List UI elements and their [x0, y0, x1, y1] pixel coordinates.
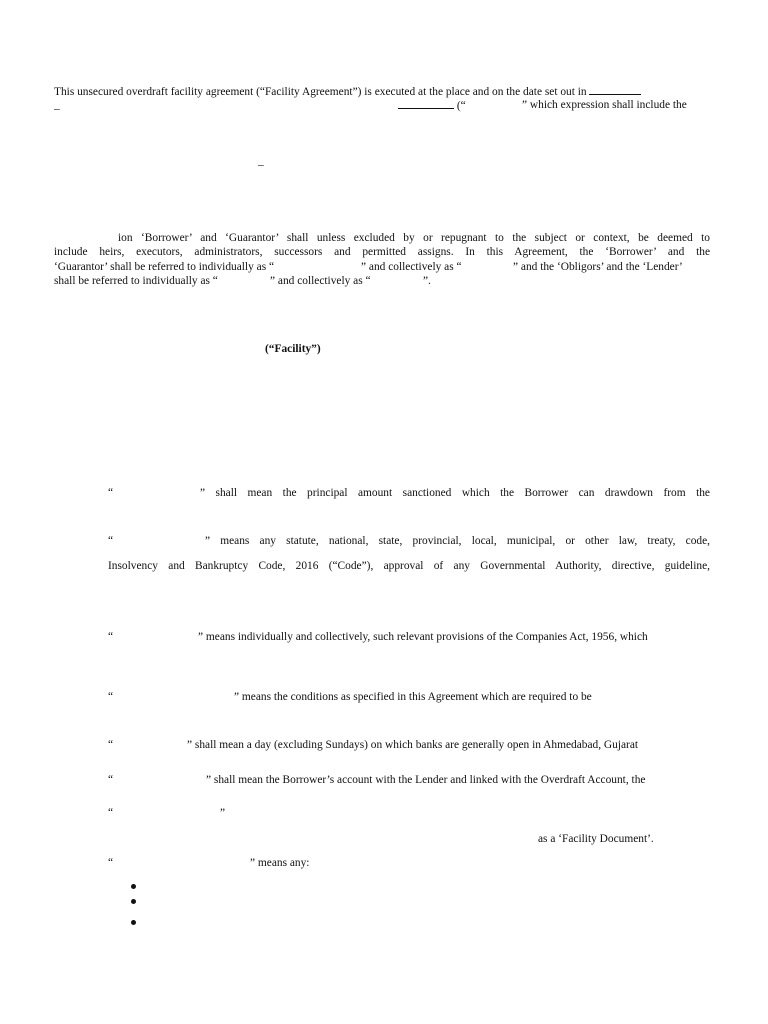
- intro-line-2-right: ” which expression shall include the: [522, 99, 687, 111]
- parties-line-3b: ” and collectively as “: [361, 261, 462, 273]
- parties-line-4b: ” and collectively as “: [270, 275, 371, 287]
- definition-5-open: “: [108, 739, 114, 751]
- definition-8-open: “: [108, 857, 114, 869]
- definition-4-text: ” means the conditions as specified in this Agreement which are required to be: [234, 691, 592, 703]
- blank-party: [398, 98, 454, 109]
- definition-7-open: “: [108, 807, 114, 819]
- bullet-point: [131, 884, 136, 889]
- definition-3-open: “: [108, 631, 114, 643]
- definition-3-text: ” means individually and collectively, such relevant provisions of the Companies Act, 1956, which: [198, 631, 648, 643]
- parties-line-4c: ”.: [423, 275, 431, 287]
- definition-6-text: ” shall mean the Borrower’s account with the Lender and linked with the Overdraft Account, the: [206, 774, 646, 786]
- definition-1-open: “: [108, 487, 114, 499]
- intro-line-1: This unsecured overdraft facility agreement (“Facility Agreement”) is executed at the place and on the date set out in: [54, 84, 641, 99]
- parties-line-3a: ‘Guarantor’ shall be referred to individually as “: [54, 261, 275, 273]
- parties-line-1: ion ‘Borrower’ and ‘Guarantor’ shall unless excluded by or repugnant to the subject or context, be deemed to: [118, 232, 710, 244]
- parties-line-4a: shall be referred to individually as “: [54, 275, 218, 287]
- facility-heading: (“Facility”): [265, 343, 321, 355]
- definition-4-open: “: [108, 691, 114, 703]
- definition-2-text: ” means any statute, national, state, provincial, local, municipal, or other law, treaty, code,: [205, 535, 710, 547]
- bullet-point: [131, 899, 136, 904]
- parties-line-3c: ” and the ‘Obligors’ and the ‘Lender’: [513, 261, 683, 273]
- definition-2-line-2: Insolvency and Bankruptcy Code, 2016 (“Code”), approval of any Governmental Authority, directive, guideline,: [108, 560, 710, 572]
- parties-line-2: include heirs, executors, administrators, successors and permitted assigns. In this Agreement, the ‘Borrower’ and the: [54, 246, 710, 258]
- blank-place: [589, 84, 641, 95]
- definition-7-close: ”: [220, 807, 226, 819]
- definition-6-open: “: [108, 774, 114, 786]
- definition-2-open: “: [108, 535, 114, 547]
- intro-line-2: (“: [398, 98, 466, 113]
- bullet-point: [131, 920, 136, 925]
- intro-dash: _: [54, 99, 60, 111]
- definition-5-text: ” shall mean a day (excluding Sundays) on which banks are generally open in Ahmedabad, Gujarat: [187, 739, 639, 751]
- stray-dash: _: [258, 155, 264, 167]
- definition-1-text: ” shall mean the principal amount sanctioned which the Borrower can drawdown from the: [200, 487, 710, 499]
- definition-8-text: ” means any:: [250, 857, 310, 869]
- definition-7-tail: as a ‘Facility Document’.: [538, 833, 654, 845]
